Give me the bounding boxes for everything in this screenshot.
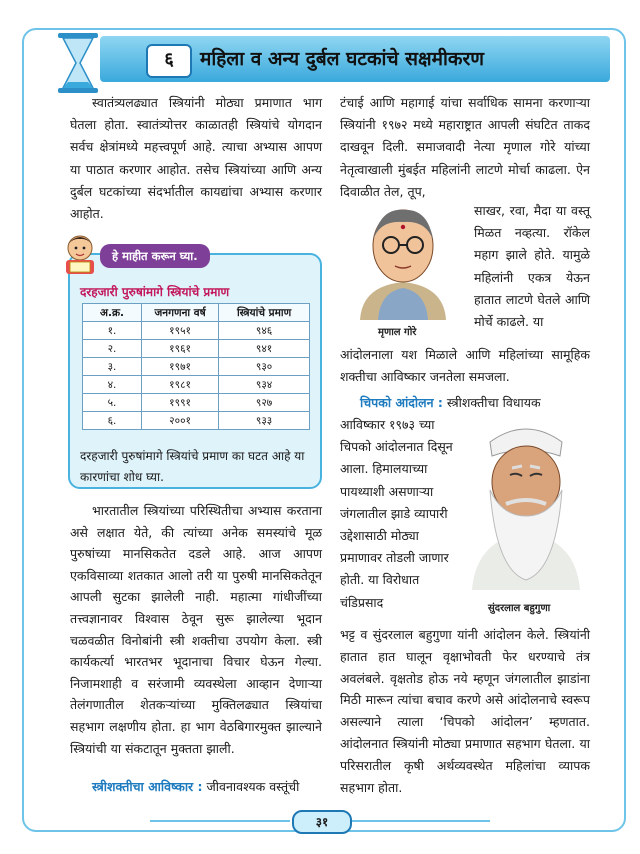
- cell-year: १९५१: [142, 322, 219, 340]
- mrinal-gore-portrait: [340, 200, 466, 320]
- cell-serial: ३.: [83, 358, 142, 376]
- cell-year: १९८१: [142, 376, 219, 394]
- hourglass-icon: [56, 32, 100, 94]
- cell-ratio: ९२७: [219, 394, 310, 412]
- sex-ratio-table: [82, 303, 310, 430]
- cell-serial: ५.: [83, 394, 142, 412]
- cell-ratio: ९४१: [219, 340, 310, 358]
- cell-serial: १.: [83, 322, 142, 340]
- cell-year: १९७१: [142, 358, 219, 376]
- cell-ratio: ९४६: [219, 322, 310, 340]
- table-row: [83, 394, 310, 412]
- cell-serial: ४.: [83, 376, 142, 394]
- cell-ratio: ९३४: [219, 376, 310, 394]
- cell-serial: ६.: [83, 412, 142, 430]
- cell-serial: २.: [83, 340, 142, 358]
- left-last-text: जीवनावश्यक वस्तूंची: [206, 779, 300, 794]
- chipko-side-text: आविष्कार १९७३ च्या चिपको आंदोलनात दिसून आला. हिमालयाच्या पायथ्याशी असणाऱ्या जंगलातील झाडे व्यापारी उद्देशासाठी मोठ्या प्रमाणावर तोडली जाणार होती. या विरोधात चंडिप्रसाद: [340, 417, 453, 610]
- page-number: ३१: [292, 810, 352, 834]
- chapter-number: ६: [146, 44, 192, 78]
- cell-ratio: ९३३: [219, 412, 310, 430]
- table-row: [83, 376, 310, 394]
- table-row: [83, 358, 310, 376]
- left-last-line: [92, 776, 322, 798]
- right-top-text: टंचाई आणि महागाई यांचा सर्वाधिक सामना करणाऱ्या स्त्रियांनी १९७२ मध्ये महाराष्ट्रात आपली संघटित ताकद दाखवून दिली. समाजवादी नेत्या मृणाल गोरे यांच्या नेतृत्वाखाली मुंबईत महिलांनी लाटणे मोर्चा काढला. ऐन दिवाळीत तेल, तूप,: [340, 95, 590, 199]
- table-row: [83, 340, 310, 358]
- page-number-rule-right: [350, 820, 490, 822]
- sunderlal-bahuguna-portrait: [462, 420, 590, 590]
- right-mrinal-after-text: आंदोलनाला यश मिळाले आणि महिलांच्या सामूहिक शक्तीचा आविष्कार जनतेला समजला.: [340, 347, 590, 385]
- cell-ratio: ९३०: [219, 358, 310, 376]
- chapter-title: महिला व अन्य दुर्बल घटकांचे सक्षमीकरण: [200, 48, 485, 70]
- chipko-label: चिपको आंदोलन :: [360, 395, 443, 410]
- header-census-year: जनगणना वर्ष: [142, 304, 219, 322]
- chipko-heading-line: [360, 392, 592, 414]
- page-number-rule-left: [150, 820, 290, 822]
- table-header-row: [83, 304, 310, 322]
- table-row: [83, 322, 310, 340]
- info-box-question: दरहजारी पुरुषांमागे स्त्रियांचे प्रमाण का घटत आहे या कारणांचा शोध घ्या.: [80, 449, 305, 484]
- reading-child-icon: [58, 230, 102, 276]
- table-title: दरहजारी पुरुषांमागे स्त्रियांचे प्रमाण: [80, 285, 230, 299]
- header-ratio: स्त्रियांचे प्रमाण: [219, 304, 310, 322]
- cell-year: १९६१: [142, 340, 219, 358]
- mrinal-gore-caption: मृणाल गोरे: [378, 327, 417, 338]
- chipko-label-rest: स्त्रीशक्तीचा विधायक: [446, 395, 541, 410]
- cell-year: १९९१: [142, 394, 219, 412]
- right-bottom-text: भट्ट व सुंदरलाल बहुगुणा यांनी आंदोलन केले. स्त्रियांनी हातात हात घालून वृक्षाभोवती फेर धरण्याचे तंत्र अवलंबले. वृक्षतोड होऊ नये म्हणून जंगलातील झाडांना मिठी मारून त्यांचा बचाव करणे असे आंदोलनाचे स्वरूप असल्याने त्याला ‘चिपको आंदोलन’ म्हणतात. आंदोलनात स्त्रियांनी मोठ्या प्रमाणात सहभाग घेतला. या परिसरातील कृषी अर्थव्यवस्थेत महिलांचा व्यापक सहभाग होता.: [340, 627, 590, 795]
- right-mrinal-side-text: साखर, रवा, मैदा या वस्तू मिळत नव्हत्या. रॉकेल महाग झाले होते. यामुळे महिलांनी एकत्र येऊन हातात लाटणे घेतले आणि मोर्चे काढले. या: [474, 203, 590, 330]
- header-serial: अ.क्र.: [83, 304, 142, 322]
- left-intro: स्वातंत्र्यलढ्यात स्त्रियांनी मोठ्या प्रमाणात भाग घेतला होता. स्वातंत्र्योत्तर काळातही स्त्रियांचे योगदान सर्वच क्षेत्रांमध्ये महत्त्वपूर्ण आहे. त्याचा अभ्यास आपण या पाठात करणार आहोत. तसेच स्त्रियांच्या आणि अन्य दुर्बल घटकांच्या संदर्भातील कायद्यांचा अभ्यास करणार आहोत.: [70, 95, 322, 222]
- table-row: [83, 412, 310, 430]
- women-power-label: स्त्रीशक्तीचा आविष्कार :: [92, 779, 203, 794]
- left-body: भारतातील स्त्रियांच्या परिस्थितीचा अभ्यास करताना असे लक्षात येते, की त्यांच्या अनेक समस्यांचे मूळ पुरुषांच्या मानसिकतेत दडले आहे. आज आपण एकविसाव्या शतकात आलो तरी या पुरुषी मानसिकतेतून आपली सुटका झालेली नाही. महात्मा गांधीजींच्या तत्त्वज्ञानावर विश्वास ठेवून सुरू झालेल्या भूदान चळवळीत विनोबांनी स्त्री शक्तीचा उपयोग केला. स्त्री कार्यकर्त्या भारतभर भूदानाचा विचार घेऊन गेल्या. निजामशाही व सरंजामी व्यवस्थेला आव्हान देणाऱ्या तेलंगणातील शेतकऱ्यांच्या मुक्तिलढ्यात स्त्रियांचा सहभाग लक्षणीय होता. हा भाग वेठबिगारमुक्त झाल्याने स्त्रियांची या संकटातून मुक्तता झाली.: [70, 503, 322, 756]
- cell-year: २००१: [142, 412, 219, 430]
- bahuguna-caption: सुंदरलाल बहुगुणा: [488, 603, 551, 614]
- info-box-tab: हे माहीत करून घ्या.: [100, 244, 210, 268]
